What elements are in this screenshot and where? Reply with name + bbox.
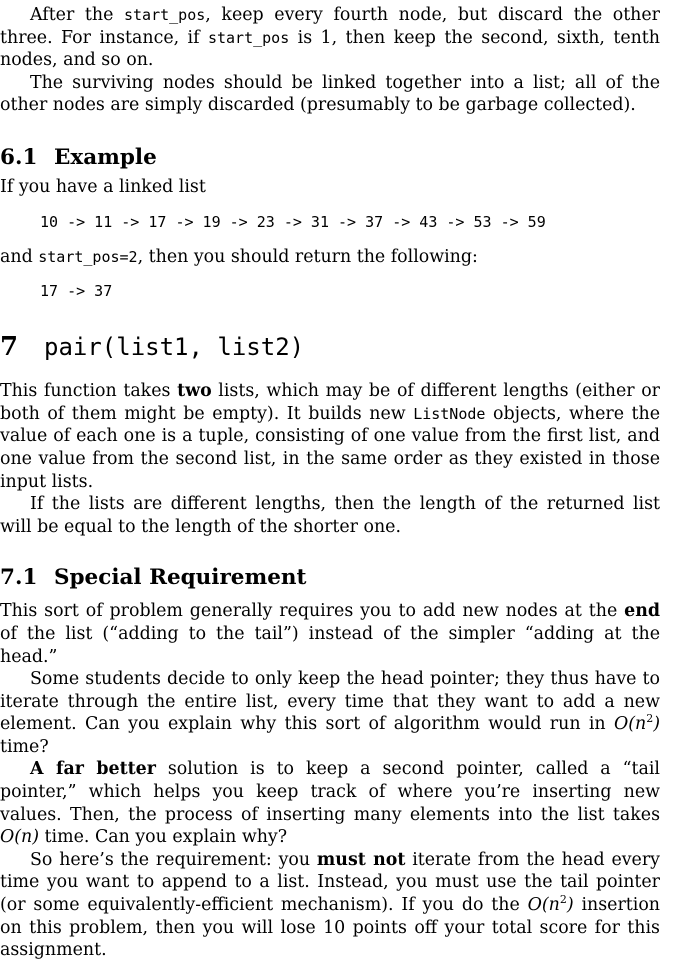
inline-code: start_pos [207, 28, 290, 47]
pair-paragraph-2: If the lists are different lengths, then the length of the returned list will be equal to the length of the shorter one. [0, 494, 660, 537]
section-heading-7 [0, 330, 660, 364]
requirement-paragraph-3 [0, 758, 660, 848]
text-run: So here’s the requirement: you [30, 849, 317, 870]
text-run: is 1, then keep the second, sixth, tenth nodes, and so on. [0, 27, 660, 71]
text-run: and [0, 246, 39, 267]
section-title: pair(list1, list2) [44, 333, 305, 362]
pair-paragraph-1 [0, 380, 660, 493]
text-run: This function takes [0, 381, 178, 402]
math-expression: ) [653, 714, 660, 735]
example-mid-text [0, 246, 660, 269]
bold-text: A far better [30, 759, 156, 780]
intro-paragraph-1 [0, 4, 660, 72]
bold-text: two [177, 381, 212, 402]
text-run: insertion on this problem, then you will lose 10 points off your total score for this assignment. [0, 895, 661, 961]
section-number: 7.1 [0, 565, 38, 591]
requirement-paragraph-1 [0, 600, 660, 668]
math-superscript: 2 [559, 893, 567, 907]
math-superscript: 2 [646, 712, 654, 726]
text-run: , then you should return the following: [137, 246, 478, 267]
text-run: time? [0, 736, 49, 757]
example-lead-text: If you have a linked list [0, 176, 206, 197]
text-run: lists, which may be of different lengths (either or both of them might be empty). It builds new [0, 381, 660, 424]
section-title: Example [54, 144, 157, 170]
text-run: Some students decide to only keep the head pointer; they thus have to iterate through the entire list, every time that they want to add a new element. Can you explain why this sort of algorithm would run in [0, 669, 660, 735]
inline-code: ListNode [413, 404, 486, 423]
inline-code: start_pos [124, 6, 206, 24]
intro-paragraph-2: The surviving nodes should be linked together into a list; all of the other nodes are simply discarded (presumably to be garbage collected). [0, 72, 660, 116]
requirement-paragraph-4 [0, 849, 660, 962]
math-expression: O(n) [0, 827, 40, 848]
text-run: objects, where the value of each one is a tuple, consisting of one value from the first list, and one value from the second list, in the same order as they existed in those input lists. [0, 403, 661, 492]
text-run: of the list (“adding to the tail”) instead of the simpler “adding at the head.” [0, 623, 660, 667]
text-run: After the [30, 5, 124, 25]
section-number: 6.1 [0, 144, 38, 170]
bold-text: must not [316, 849, 406, 870]
linked-list-code: 10 -> 11 -> 17 -> 19 -> 23 -> 31 -> 37 -> 43 -> 53 -> 59 [40, 212, 546, 231]
section-title: Special Requirement [54, 565, 307, 591]
text-run: This sort of problem generally requires you to add new nodes at the [0, 601, 625, 622]
subsection-heading-7-1 [0, 564, 660, 592]
text-run: solution is to keep a second pointer, called a “tail pointer,” which helps you keep track of where you’re inserting new values. Then, the process of inserting many elements into the list takes [0, 759, 660, 825]
document-page [0, 4, 660, 962]
inline-code: start_pos=2 [38, 247, 138, 266]
math-expression: ) [566, 895, 574, 916]
subsection-heading-6-1 [0, 144, 660, 172]
text-run: time. Can you explain why? [39, 827, 288, 848]
math-expression: O(n [613, 714, 647, 735]
math-expression: O(n [527, 895, 560, 916]
result-code: 17 -> 37 [40, 282, 113, 301]
section-number: 7 [0, 332, 19, 363]
text-run: , keep every fourth node, but discard the other three. For instance, if [0, 5, 660, 48]
requirement-paragraph-2 [0, 668, 660, 758]
bold-text: end [624, 601, 660, 622]
text-run: iterate from the head every time you want to append to a list. Instead, you must use the tail pointer (or some equivalently-efficient mechanism). If you do the [0, 849, 660, 916]
